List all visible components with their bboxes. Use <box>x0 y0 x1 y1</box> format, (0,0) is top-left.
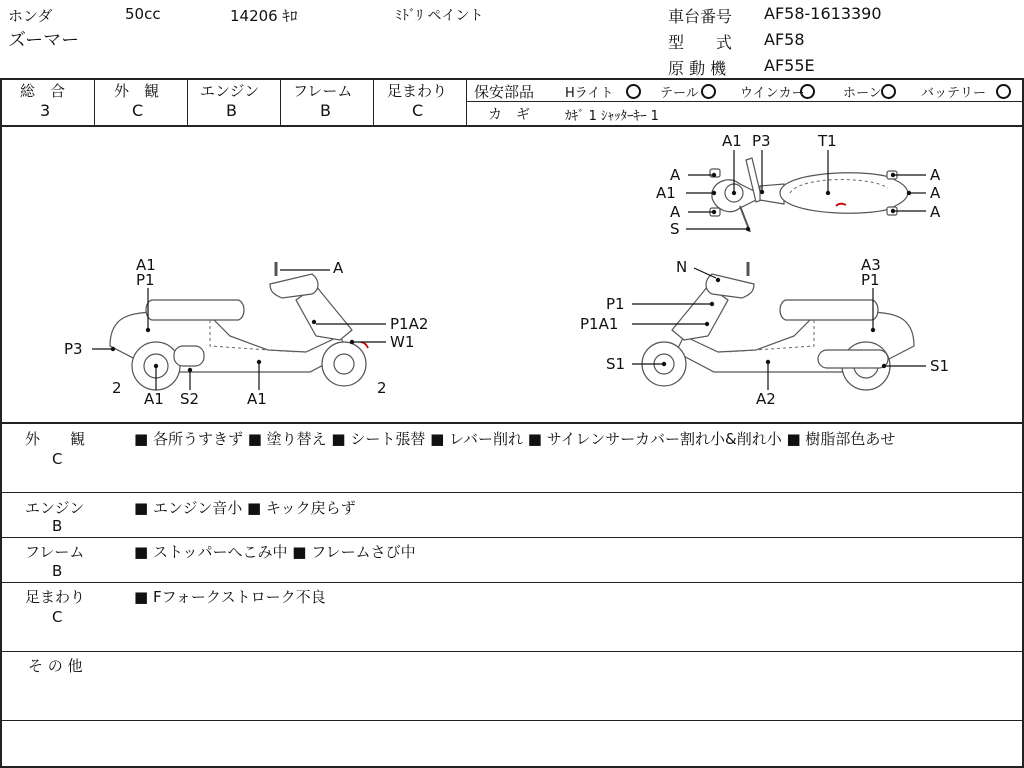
headlight-ok-icon <box>626 84 641 99</box>
remark-exterior-grade: C <box>52 450 63 468</box>
remark-suspension-text: ■ Fフォークストローク不良 <box>134 588 326 606</box>
left-label: 2 <box>377 379 387 397</box>
left-label: A1 <box>144 390 164 408</box>
remark-engine-grade: B <box>52 517 63 535</box>
left-label: P1 <box>136 271 155 289</box>
rating-frame-label: フレーム <box>293 82 353 100</box>
engine-label: 原 動 機 <box>668 59 727 78</box>
remark-frame-text: ■ ストッパーへこみ中 ■ フレームさび中 <box>134 543 416 561</box>
top-label: A <box>670 203 681 221</box>
divider <box>0 720 1024 721</box>
top-label: P3 <box>752 132 771 150</box>
left-label: A <box>333 259 344 277</box>
divider <box>467 101 1024 102</box>
remark-frame-grade: B <box>52 562 63 580</box>
displacement: 50cc <box>125 5 161 23</box>
taillight-ok-icon <box>701 84 716 99</box>
remark-suspension-label: 足まわり <box>25 588 86 606</box>
top-label: A <box>930 166 941 184</box>
divider <box>0 492 1024 493</box>
remark-suspension-grade: C <box>52 608 63 626</box>
key-label: カ ギ <box>488 107 530 123</box>
key-value: ｶｷﾞ 1 ｼｬｯﾀｰｷｰ 1 <box>565 109 659 124</box>
divider <box>0 582 1024 583</box>
right-label: S1 <box>606 355 626 373</box>
battery-ok-icon <box>996 84 1011 99</box>
right-label: A2 <box>756 390 776 408</box>
top-label: S <box>670 220 680 238</box>
rating-overall-value: 3 <box>40 101 51 120</box>
top-label: A <box>930 184 941 202</box>
divider <box>280 78 281 126</box>
right-label: A3 <box>861 256 881 274</box>
remark-exterior-label: 外 観 <box>25 430 86 448</box>
model-name: ズーマー <box>8 30 80 51</box>
divider <box>94 78 95 126</box>
divider <box>466 78 467 126</box>
top-label: A1 <box>656 184 676 202</box>
rating-suspension-value: C <box>412 101 424 120</box>
right-label: N <box>676 258 688 276</box>
right-label: P1 <box>861 271 880 289</box>
left-label: P3 <box>64 340 83 358</box>
model-label: 型 式 <box>668 33 733 52</box>
damage-diagram <box>0 127 1024 422</box>
rating-engine-label: エンジン <box>200 82 260 100</box>
horn-ok-icon <box>881 84 896 99</box>
remark-frame-label: フレーム <box>25 543 85 561</box>
top-label: T1 <box>818 132 837 150</box>
left-label: P1A2 <box>390 315 429 333</box>
remark-engine-label: エンジン <box>25 499 85 517</box>
rating-frame-value: B <box>320 101 331 120</box>
right-label: S1 <box>930 357 950 375</box>
color: ﾐﾄﾞﾘ ペイント <box>395 8 484 24</box>
rating-engine-value: B <box>226 101 237 120</box>
horn-label: ホーン <box>843 86 882 101</box>
model-code: AF58 <box>764 30 805 49</box>
headlight-label: Hライト <box>565 86 614 101</box>
top-label: A <box>670 166 681 184</box>
divider <box>0 537 1024 538</box>
left-label: W1 <box>390 333 415 351</box>
winker-ok-icon <box>800 84 815 99</box>
right-label: P1A1 <box>580 315 619 333</box>
top-view <box>656 132 941 238</box>
left-label: A1 <box>136 256 156 274</box>
remark-other-label: そ の 他 <box>28 657 83 675</box>
battery-label: バッテリー <box>921 86 987 101</box>
left-label: A1 <box>247 390 267 408</box>
maker: ホンダ <box>8 7 53 25</box>
divider <box>187 78 188 126</box>
engine-code: AF55E <box>764 56 815 75</box>
left-label: 2 <box>112 379 122 397</box>
frame-no: AF58-1613390 <box>764 4 882 23</box>
divider <box>373 78 374 126</box>
rating-suspension-label: 足まわり <box>387 82 448 100</box>
winker-label: ウインカー <box>740 86 805 101</box>
safety-title: 保安部品 <box>474 83 535 101</box>
top-label: A1 <box>722 132 742 150</box>
divider <box>0 651 1024 652</box>
rating-exterior-value: C <box>132 101 144 120</box>
divider <box>0 422 1024 424</box>
right-label: P1 <box>606 295 625 313</box>
remark-exterior-text: ■ 各所うすきず ■ 塗り替え ■ シート張替 ■ レバー削れ ■ サイレンサーカバー割れ小&削れ小 ■ 樹脂部色あせ <box>134 430 896 448</box>
mileage: 14206 ｷﾛ <box>230 7 298 25</box>
right-side-view <box>580 256 949 408</box>
top-label: A <box>930 203 941 221</box>
rating-exterior-label: 外 観 <box>114 82 160 100</box>
taillight-label: テール <box>660 86 699 101</box>
frame-no-label: 車台番号 <box>668 7 733 26</box>
left-label: S2 <box>180 390 200 408</box>
remark-engine-text: ■ エンジン音小 ■ キック戻らず <box>134 499 356 517</box>
rating-overall-label: 総 合 <box>20 82 66 100</box>
left-side-view <box>64 256 428 408</box>
